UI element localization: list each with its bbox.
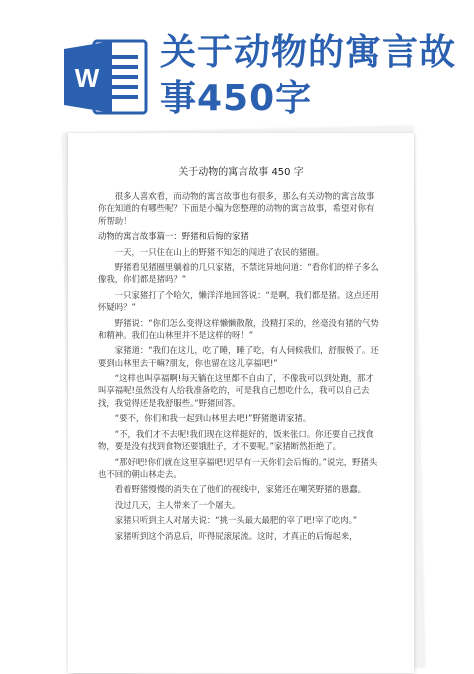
banner-title-line-2: 事450字: [160, 78, 313, 119]
paragraph: 野猪看见猪圈里躺着的几只家猪，不禁诧异地问道：“看你们的样子多么像我，你们都是猪吗？”: [98, 262, 379, 285]
paragraph: “这样也叫享福啊!每天躺在这里都不自由了，不像我可以到处跑，那才叫享福呢!虽然没有人给我准备吃的，可是我自己想吃什么，我可以自己去找，我觉得还是我舒服些。”野猪回答。: [98, 373, 374, 408]
word-logo-icon: [64, 37, 150, 117]
paragraph: 野猪说：“你们怎么变得这样懒懒散散，没精打采的，丝毫没有猪的气势和精神。我们在山林里并不是这样的呀！”: [98, 317, 379, 340]
paragraph: 家猪听到这个消息后，吓得屁滚尿流。这时，才真正的后悔起来，: [114, 530, 358, 541]
document-title: 关于动物的寓言故事 450 字: [178, 167, 304, 178]
paragraph: “那好吧!你们就在这里享福吧!迟早有一天你们会后悔的。”说完，野猪头也不回的朝山林走去。: [98, 456, 378, 479]
paragraph: “不，我们才不去呢!我们现在这样挺好的，饭来张口。你还要自己找食物，要是没有找到食物还要饿肚子，才不要呢。”家猪断然拒绝了。: [98, 428, 374, 452]
section-heading: 动物的寓言故事篇一：野猪和后悔的家猪: [98, 231, 249, 242]
paragraph: 看着野猪慢慢的消失在了他们的视线中，家猪还在嘲笑野猪的愚蠢。: [114, 484, 367, 495]
banner-title: [160, 30, 460, 122]
word-document-icon: [64, 37, 150, 117]
word-icon-letter: W: [74, 63, 100, 93]
paragraph: 家猪道：“我们在这儿，吃了睡，睡了吃，有人伺候我们，舒服极了。还要到山林里去干嘛?朋友，你也留在这儿享福吧!”: [98, 345, 379, 368]
paragraph: “要不，你们和我一起到山林里去吧!”野猪邀请家猪。: [114, 413, 312, 424]
document-page: [68, 133, 414, 673]
paragraph: 一只家猪打了个哈欠，懒洋洋地回答说：“是啊，我们都是猪。这点还用怀疑吗？”: [98, 289, 379, 313]
banner-title-line-1: 关于动物的寓言故: [160, 32, 457, 73]
paragraph: 没过几天，主人带来了一个屠夫。: [114, 499, 241, 510]
paragraph-intro: 很多人喜欢看，而动物的寓言故事也有很多，那么有关动物的寓言故事你在知道的有哪些呢？下面是小编为您整理的动物的寓言故事，希望对你有所帮助！: [98, 191, 375, 226]
document-body: [98, 190, 381, 542]
paragraph: 家猪只听到主人对屠夫说：“挑一头最大最肥的宰了吧!宰了吃肉。”: [114, 515, 358, 526]
paragraph: 一天，一只住在山上的野猪不知怎的闯进了农民的猪圈。: [114, 246, 325, 257]
